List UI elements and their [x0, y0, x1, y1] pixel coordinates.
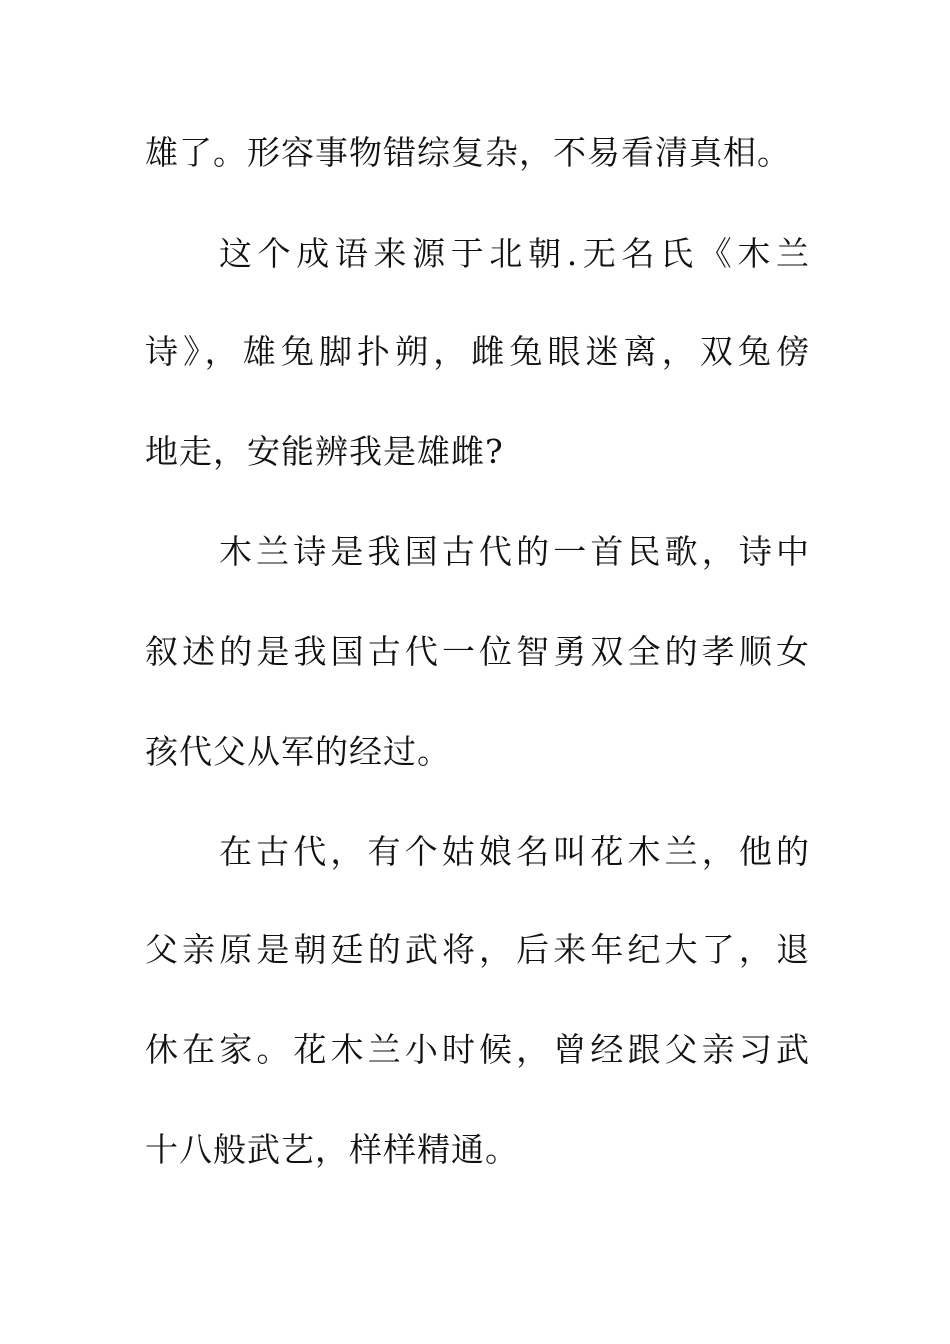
text-line-10: 休在家。花木兰小时候，曾经跟父亲习武	[145, 1030, 810, 1069]
text-line-3: 诗》，雄兔脚扑朔，雌兔眼迷离，双兔傍	[145, 332, 810, 371]
text-line-1: 雄了。形容事物错综复杂，不易看清真相。	[145, 133, 791, 172]
text-line-7: 孩代父从军的经过。	[145, 732, 451, 771]
text-line-6: 叙述的是我国古代一位智勇双全的孝顺女	[145, 632, 810, 671]
text-line-4: 地走，安能辨我是雄雌?	[145, 432, 504, 471]
text-line-11: 十八般武艺，样样精通。	[145, 1130, 519, 1169]
text-line-8: 在古代，有个姑娘名叫花木兰，他的	[219, 832, 810, 871]
text-line-2: 这个成语来源于北朝.无名氏《木兰	[219, 234, 810, 273]
text-line-5: 木兰诗是我国古代的一首民歌，诗中	[219, 532, 810, 571]
text-line-9: 父亲原是朝廷的武将，后来年纪大了，退	[145, 930, 810, 969]
